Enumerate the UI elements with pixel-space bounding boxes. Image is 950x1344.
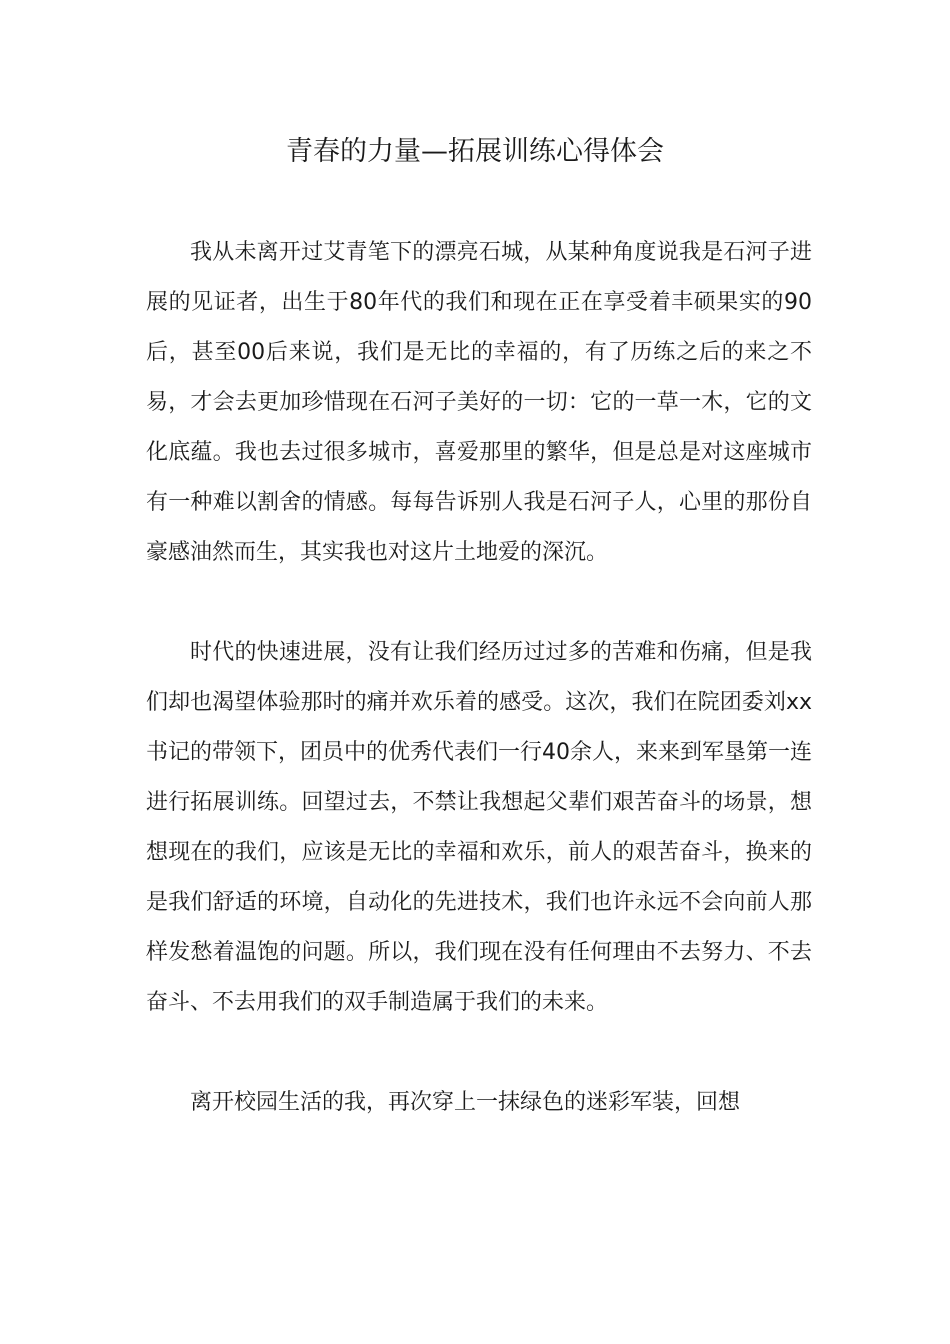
paragraph-1: 我从未离开过艾青笔下的漂亮石城，从某种角度说我是石河子进展的见证者，出生于80年代的我们和现在正在享受着丰硕果实的90后，甚至00后来说，我们是无比的幸福的，有了历练之后的来之不易，才会去更加珍惜现在石河子美好的一切：它的一草一木，它的文化底蕴。我也去过很多城市，喜爱那里的繁华，但是总是对这座城市有一种难以割舍的情感。每每告诉别人我是石河子人，心里的那份自豪感油然而生，其实我也对这片土地爱的深沉。 <box>146 240 812 565</box>
document-title: 青春的力量—拓展训练心得体会 <box>286 136 664 167</box>
document-body <box>146 228 812 1128</box>
paragraph-3: 离开校园生活的我，再次穿上一抹绿色的迷彩军装，回想 <box>190 1090 741 1115</box>
paragraph-2: 时代的快速进展，没有让我们经历过过多的苦难和伤痛，但是我们却也渴望体验那时的痛并欢乐着的感受。这次，我们在院团委刘xx书记的带领下，团员中的优秀代表们一行40余人，来来到军垦第一连进行拓展训练。回望过去，不禁让我想起父辈们艰苦奋斗的场景，想想现在的我们，应该是无比的幸福和欢乐，前人的艰苦奋斗，换来的是我们舒适的环境，自动化的先进技术，我们也许永远不会向前人那样发愁着温饱的问题。所以，我们现在没有任何理由不去努力、不去奋斗、不去用我们的双手制造属于我们的未来。 <box>146 640 812 1015</box>
